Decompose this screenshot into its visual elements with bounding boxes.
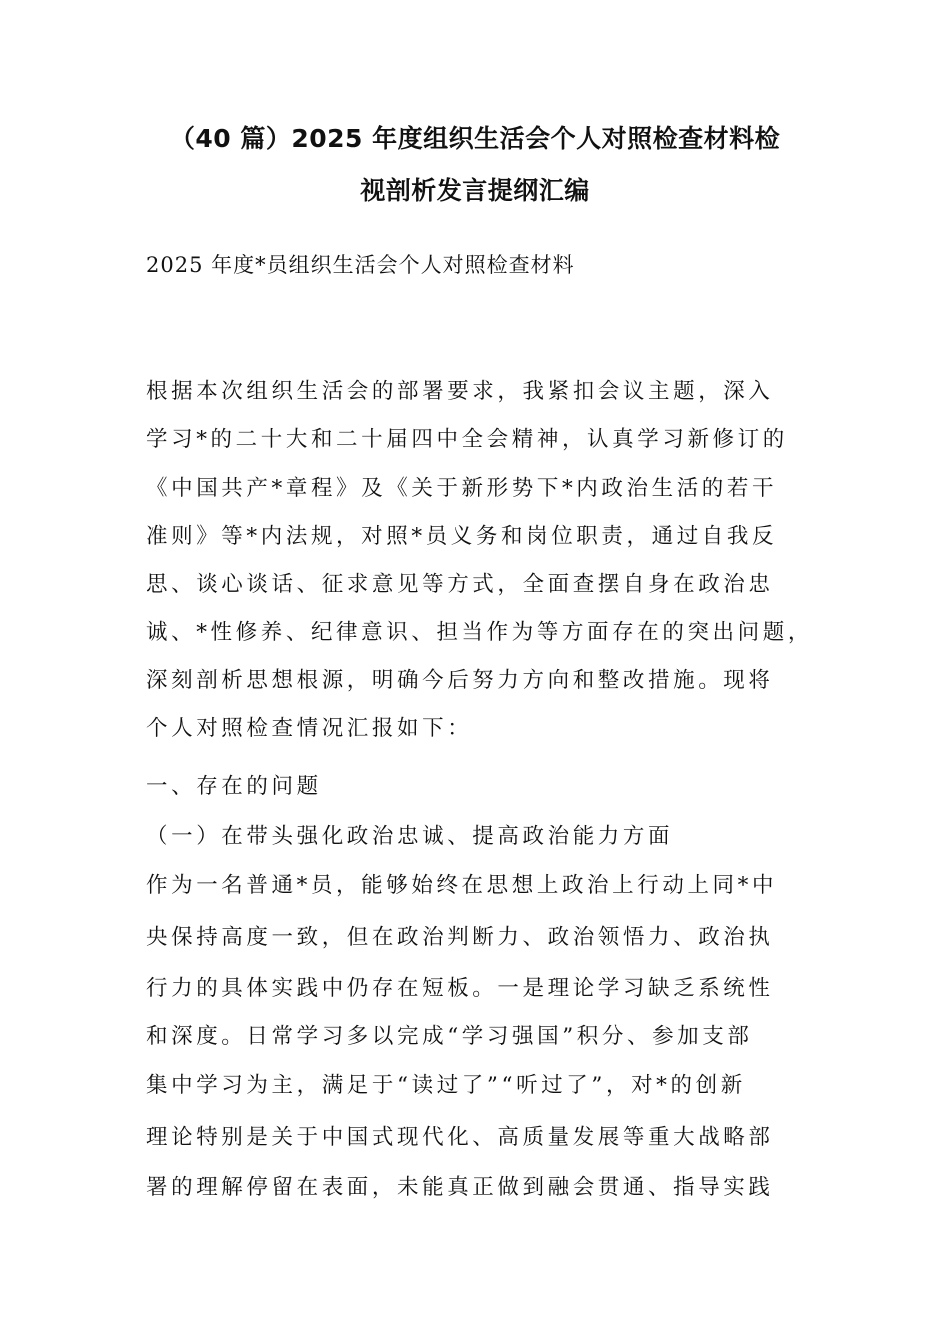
section-heading: 一、存在的问题 (146, 774, 322, 799)
subsection-heading: （一）在带头强化政治忠诚、提高政治能力方面 (146, 824, 674, 849)
document-title-line-2: 视剖析发言提纲汇编 (360, 176, 590, 205)
paragraph-line: 学习*的二十大和二十届四中全会精神，认真学习新修订的 (146, 427, 788, 452)
paragraph-line: 理论特别是关于中国式现代化、高质量发展等重大战略部 (146, 1125, 774, 1150)
paragraph-line: 根据本次组织生活会的部署要求，我紧扣会议主题，深入 (146, 379, 774, 404)
paragraph-line: 思、谈心谈话、征求意见等方式，全面查摆自身在政治忠 (146, 572, 774, 597)
paragraph-line: 准则》等*内法规，对照*员义务和岗位职责，通过自我反 (146, 524, 778, 549)
document-subtitle: 2025 年度*员组织生活会个人对照检查材料 (146, 253, 575, 277)
paragraph-line: 集中学习为主，满足于“读过了”“听过了”，对*的创新 (146, 1073, 746, 1098)
paragraph-line: 深刻剖析思想根源，明确今后努力方向和整改措施。现将 (146, 668, 774, 693)
paragraph-line: 诚、*性修养、纪律意识、担当作为等方面存在的突出问题， (146, 620, 813, 645)
paragraph-line: 和深度。日常学习多以完成“学习强国”积分、参加支部 (146, 1024, 753, 1049)
paragraph-line: 行力的具体实践中仍存在短板。一是理论学习缺乏系统性 (146, 976, 774, 1001)
paragraph-line: 作为一名普通*员，能够始终在思想上政治上行动上同*中 (146, 873, 778, 898)
document-title-line-1: （40 篇）2025 年度组织生活会个人对照检查材料检 (169, 124, 781, 153)
paragraph-line: 署的理解停留在表面，未能真正做到融会贯通、指导实践 (146, 1175, 774, 1200)
paragraph-line: 央保持高度一致，但在政治判断力、政治领悟力、政治执 (146, 925, 774, 950)
paragraph-line: 个人对照检查情况汇报如下： (146, 716, 473, 741)
paragraph-line: 《中国共产*章程》及《关于新形势下*内政治生活的若干 (146, 476, 778, 501)
